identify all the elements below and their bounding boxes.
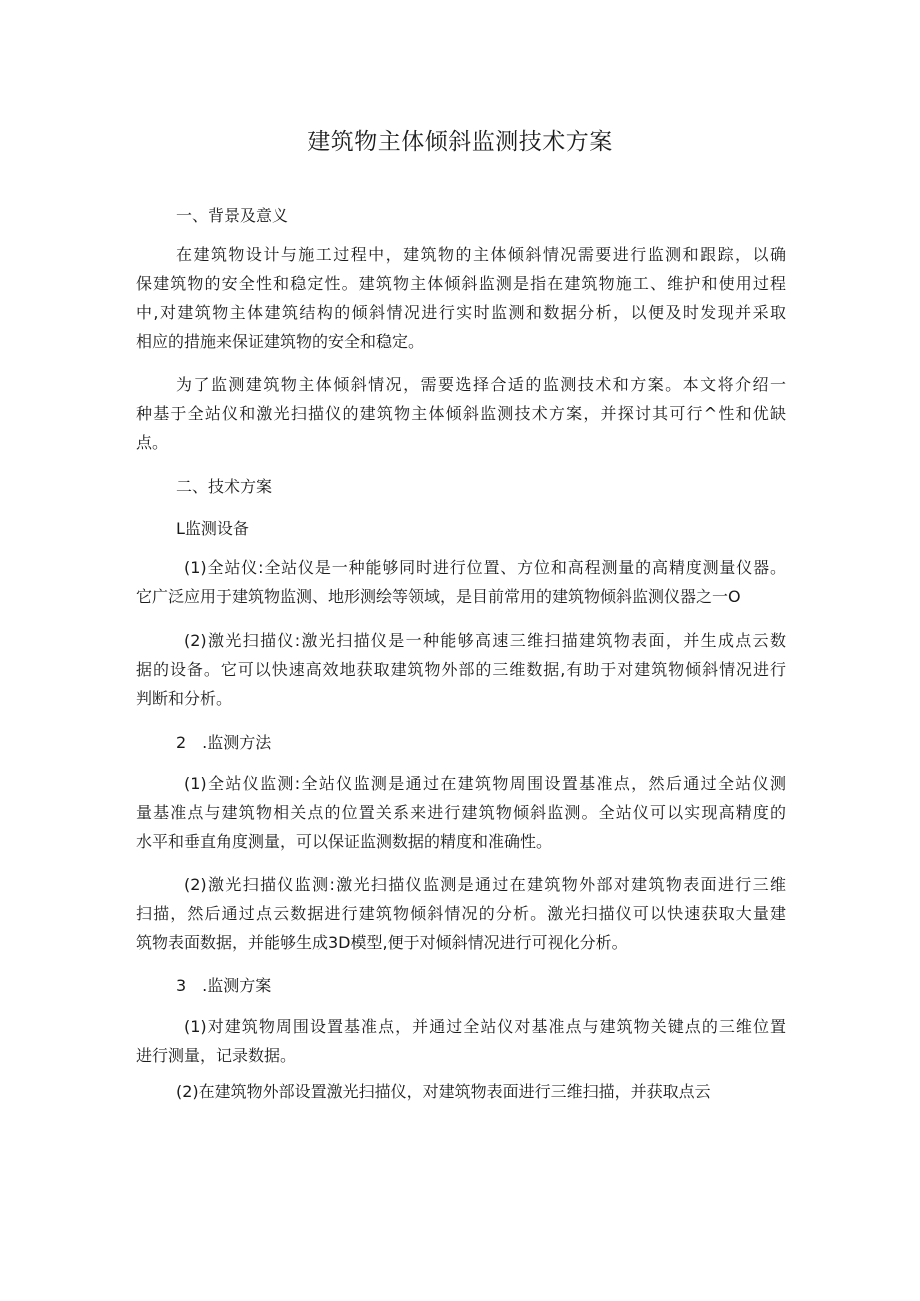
heading-text: 一、背景及意义 bbox=[176, 206, 289, 225]
paragraph-line: 扫描，然后通过点云数据进行建筑物倾斜情况的分析。激光扫描仪可以快速获取大量建 bbox=[136, 904, 786, 923]
paragraph-line: (2)激光扫描仪:激光扫描仪是一种能够高速三维扫描建筑物表面，并生成点云数 bbox=[184, 631, 786, 650]
paragraph-line: 它广泛应用于建筑物监测、地形测绘等领域，是目前常用的建筑物倾斜监测仪器之一O bbox=[136, 587, 741, 606]
subheading-plan bbox=[136, 971, 786, 1000]
section-heading-background bbox=[136, 201, 786, 230]
paragraph-line: (2)激光扫描仪监测:激光扫描仪监测是通过在建筑物外部对建筑物表面进行三维 bbox=[184, 875, 786, 894]
paragraph-line: (1)全站仪监测:全站仪监测是通过在建筑物周围设置基准点，然后通过全站仪测 bbox=[184, 774, 786, 793]
paragraph-line: 判断和分析。 bbox=[136, 689, 233, 708]
heading-text: L监测设备 bbox=[176, 519, 249, 538]
paragraph-line: 相应的措施来保证建筑物的安全和稳定。 bbox=[136, 332, 425, 351]
section-heading-technical bbox=[136, 472, 786, 501]
paragraph-line: 点。 bbox=[136, 433, 169, 452]
document-title: 建筑物主体倾斜监测技术方案 bbox=[307, 129, 613, 155]
paragraph-total-station-monitoring bbox=[136, 769, 786, 856]
paragraph-background-1 bbox=[136, 240, 786, 356]
paragraph-line: 中,对建筑物主体建筑结构的倾斜情况进行实时监测和数据分析，以便及时发现并采取 bbox=[136, 303, 786, 322]
paragraph-plan-step-1 bbox=[136, 1012, 786, 1070]
heading-text: 2 .监测方法 bbox=[176, 733, 272, 752]
paragraph-line: 进行测量，记录数据。 bbox=[136, 1046, 297, 1065]
subheading-equipment bbox=[136, 514, 786, 543]
paragraph-line: 据的设备。它可以快速高效地获取建筑物外部的三维数据,有助于对建筑物倾斜情况进行 bbox=[136, 660, 786, 679]
paragraph-line: 在建筑物设计与施工过程中，建筑物的主体倾斜情况需要进行监测和跟踪，以确 bbox=[176, 245, 786, 264]
paragraph-line: (2)在建筑物外部设置激光扫描仪，对建筑物表面进行三维扫描，并获取点云 bbox=[176, 1082, 711, 1101]
paragraph-laser-scanner bbox=[136, 626, 786, 713]
paragraph-line: 为了监测建筑物主体倾斜情况，需要选择合适的监测技术和方案。本文将介绍一 bbox=[176, 375, 786, 394]
paragraph-total-station bbox=[136, 553, 786, 611]
paragraph-line: 种基于全站仪和激光扫描仪的建筑物主体倾斜监测技术方案，并探讨其可行^性和优缺 bbox=[136, 404, 786, 423]
paragraph-line: 筑物表面数据，并能够生成3D模型,便于对倾斜情况进行可视化分析。 bbox=[136, 933, 628, 952]
paragraph-plan-step-2 bbox=[136, 1077, 786, 1106]
subheading-method bbox=[136, 728, 786, 757]
paragraph-background-2 bbox=[136, 370, 786, 457]
heading-text: 3 .监测方案 bbox=[176, 976, 272, 995]
paragraph-laser-scanner-monitoring bbox=[136, 870, 786, 957]
paragraph-line: (1)全站仪:全站仪是一种能够同时进行位置、方位和高程测量的高精度测量仪器。 bbox=[184, 558, 786, 577]
paragraph-line: (1)对建筑物周围设置基准点，并通过全站仪对基准点与建筑物关键点的三维位置 bbox=[184, 1017, 786, 1036]
paragraph-line: 保建筑物的安全性和稳定性。建筑物主体倾斜监测是指在建筑物施工、维护和使用过程 bbox=[136, 274, 786, 293]
heading-text: 二、技术方案 bbox=[176, 477, 273, 496]
paragraph-line: 水平和垂直角度测量，可以保证监测数据的精度和准确性。 bbox=[136, 832, 553, 851]
paragraph-line: 量基准点与建筑物相关点的位置关系来进行建筑物倾斜监测。全站仪可以实现高精度的 bbox=[136, 803, 786, 822]
